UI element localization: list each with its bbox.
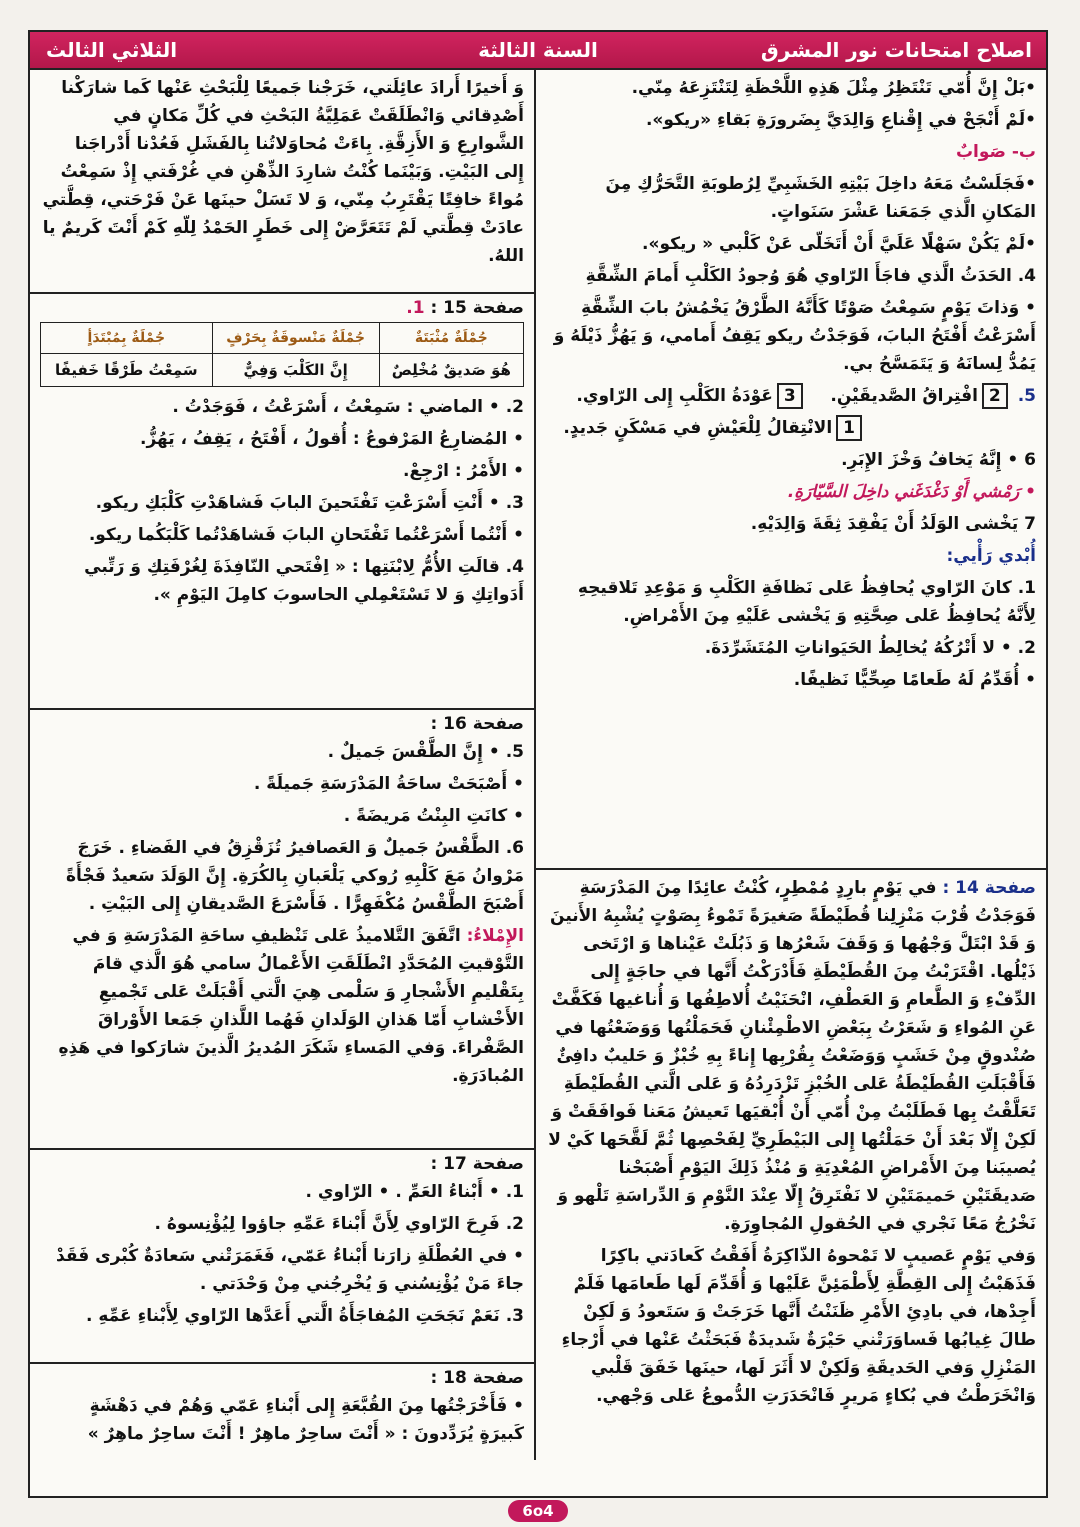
left-column <box>30 70 534 1460</box>
answer-line: •لَمْ أَنْجَحْ في إِقْناعِ وَالِدَيَّ بِضَرورَةِ بَقاءِ «ريكو». <box>645 110 1036 130</box>
page-17-block <box>30 1150 534 1364</box>
right-column <box>534 70 1046 1460</box>
order-number: 2 <box>982 383 1008 409</box>
answer-line: 3. نَعَمْ نَجَحَتِ المُفاجَأَةُ الَّتي أَعَدَّها الرّاوي لِأَبْناءِ عَمِّهِ . <box>85 1306 524 1326</box>
answer-line: ب- صَوابٌ <box>955 142 1036 162</box>
answer-line: 2. • الماضي : سَمِعْتُ ، أَسْرَعْتُ ، فَوَجَدْتُ . <box>172 397 524 417</box>
table-header: جُمْلَةٌ مَنْسوقَةٌ بِحَرْفٍ <box>212 323 379 354</box>
order-answer <box>546 414 1036 442</box>
answer-line: 1. • أَبْناءُ العَمِّ . • الرّاوي . <box>305 1182 524 1202</box>
page-14-paragraph-2: وَفي يَوْمٍ عَصيبٍ لا تَمْحوهُ الذّاكِرَةُ أَفَقْتُ كَعادَتي باكِرًا فَذَهَبْتُ إِلى القِطَّةِ لِأَطْمَئِنَّ عَلَيْها وَ أُقَدِّمَ لَها طَعامَها فَلَمْ أَجِدْها، في بادِئِ الأَمْرِ ظَنَنْتُ أَنَّها خَرَجَتْ وَ سَتَعودُ وَ لَكِنْ طالَ غِيابُها فَساوَرَتْني حَيْرَةٌ شَديدَةٌ فَبَحَثْتُ عَنْها في أَرْجاءِ المَنْزِلِ وَفي الحَديقَةِ وَلَكِنْ لا أَثَرَ لَها، حينَها خَفَقَ قَلْبي وَانْخَرَطْتُ في بُكاءٍ مَريرٍ فَانْحَدَرَتِ الدُّموعُ عَلى وَجْهي. <box>561 1246 1036 1406</box>
page-18-block <box>30 1364 534 1460</box>
order-text: افْتِراقُ الصَّديقَيْنِ. <box>830 386 978 406</box>
dictation-paragraph <box>40 922 524 1090</box>
page-15-title: صفحة 15 : <box>430 298 524 318</box>
table-cell: هُوَ صَديقٌ مُخْلِصٌ <box>379 354 523 387</box>
page-16-block <box>30 710 534 1150</box>
order-answer <box>546 382 1036 410</box>
answer-line: • أَنْتُما أَسْرَعْتُما تَفْتَحانِ البابَ فَشاهَدْتُما كَلْبَكُما ريكو. <box>88 525 524 545</box>
answer-line: • أُقَدِّمُ لَهُ طَعامًا صِحِّيًّا نَظيفًا. <box>793 670 1036 690</box>
page <box>28 30 1048 1520</box>
header-grade: السنة الثالثة <box>478 38 598 62</box>
answer-line: •لَمْ يَكُنْ سَهْلًا عَلَيَّ أَنْ أَتَخَلّى عَنْ كَلْبي « ريكو». <box>642 234 1036 254</box>
answer-line: • رَمْشي أَوْ دَغْدَغَني داخِلَ السَّيّارَةِ. <box>787 482 1036 502</box>
page-18-title: صفحة 18 : <box>430 1368 524 1388</box>
answer-line: •بَلْ إِنَّ أُمّي تَنْتَظِرُ مِثْلَ هَذِهِ اللَّحْظَةِ لِتَنْتَزِعَهُ مِنّي. <box>631 78 1036 98</box>
page-14-paragraph: في يَوْمٍ بارِدٍ مُمْطِرٍ، كُنْتُ عائِدًا مِنَ المَدْرَسَةِ فَوَجَدْتُ قُرْبَ مَنْزِلِنا قُطَيْطَةً صَغيرَةً تَمْوءُ بِصَوْتٍ يُشْبِهُ الأَنينَ وَ قَدْ ابْتَلَّ وَجْهُها وَ وَقَفَ شَعْرُها وَ ذَبُلَتْ عَيْناها وَ ارْتَخى ذَيْلُها. اقْتَرَبْتُ مِنَ القُطَيْطَةِ فَأَدْرَكْتُ أَنَّها في حاجَةٍ إِلى الدِّفْءِ وَ الطَّعامِ وَ العَطْفِ، انْحَنَيْتُ أُلاطِفُها وَ أُناغيها فَكَفَّتْ عَنِ المُواءِ وَ شَعَرْتُ بِبَعْضِ الاطْمِئْنانِ فَحَمَلْتُها وَوَضَعْتُها في صُنْدوقٍ مِنْ خَشَبٍ وَوَضَعْتُ بِقُرْبِها إِناءً بِهِ خُبْزٌ وَ حَليبٌ دافِئٌ فَأَقْبَلَتِ القُطَيْطَةُ عَلى الخُبْزِ تَزْدَرِدُهُ وَ عَلى الَّتي القُطَيْطَةِ تَعَلَّقْتُ بِها فَطَلَبْتُ مِنْ أُمّي أَنْ أُبْقيَها تَعيشُ مَعَنا فَوافَقَتْ وَ لَكِنْ إِلّا بَعْدَ أَنْ حَمَلْتُها إِلى البَيْطَرِيِّ لِفَحْصِها ثُمَّ لَقَّحَها كَيْ لا يُصيبَنا مِنَ الأَمْراضِ المُعْدِيَةِ وَ مُنْذُ ذَلِكَ اليَوْمِ أَصْبَحْنا صَديقَتَيْنِ حَميمَتَيْنِ لا نَفْتَرِقُ إِلّا عِنْدَ النَّوْمِ وَ الدِّراسَةِ تَلْهو وَ نَخْرُجُ مَعًا نَجْري في الحُقولِ المُجاوِرَةِ. <box>548 878 1036 1234</box>
answer-line: 6 • إِنَّهُ يَخافُ وَخْزَ الإِبَرِ. <box>841 450 1036 470</box>
answer-line: •فَجَلَسْتُ مَعَهُ داخِلَ بَيْتِهِ الخَشَبِيِّ لِرُطوبَةِ التَّحَرُّكِ مِنَ المَكانِ الَّذي جَمَعَنا عَشْرَ سَنَواتٍ. <box>605 174 1036 222</box>
answer-line: 2. فَرِحَ الرّاوي لِأَنَّ أَبْناءَ عَمِّهِ جاؤوا لِيُؤْنِسوهُ . <box>154 1214 524 1234</box>
order-text: عَوْدَةُ الكَلْبِ إِلى الرّاوي. <box>576 386 773 406</box>
page-14-text <box>546 874 1036 1238</box>
answer-line: 4. الحَدَثُ الَّذي فاجَأَ الرّاوي هُوَ وُجودُ الكَلْبِ أَمامَ الشِّقَّةِ <box>585 266 1036 286</box>
order-number: 1 <box>836 415 862 441</box>
order-text: الانْتِقالُ لِلْعَيْشِ في مَسْكَنٍ جَديدٍ. <box>563 418 833 438</box>
answer-line: 7 يَخْشى الوَلَدُ أَنْ يَفْقِدَ ثِقَةَ وَالِدَيْهِ. <box>750 514 1036 534</box>
header-title: اصلاح امتحانات نور المشرق <box>760 38 1032 62</box>
story-end-block <box>30 70 534 294</box>
page-15-block <box>30 294 534 710</box>
question-number: 5. <box>1017 386 1036 406</box>
answer-line: • فَأَخْرَجْتُها مِنَ القُبَّعَةِ إِلى أَبْناءِ عَمّي وَهُمْ في دَهْشَةٍ كَبيرَةٍ يُرَدِّدونَ : « أَنْتَ ساحِرٌ ماهِرٌ ! أَنْتَ ساحِرٌ ماهِرٌ » <box>87 1396 524 1444</box>
answer-line: • الأَمْرُ : ارْجِعْ. <box>403 461 524 481</box>
header-term: الثلاثي الثالث <box>46 38 178 62</box>
answer-line: • كانَتِ البِنْتُ مَريضَةً . <box>343 806 524 826</box>
table-header: جُمْلَةٌ مُثْبَتَةٌ <box>379 323 523 354</box>
answer-line: 2. • لا أَتْرُكُهُ يُخالِطُ الحَيَواناتِ المُتَشَرِّدَةَ. <box>704 638 1036 658</box>
table-cell: إِنَّ الكَلْبَ وَفِيٌّ <box>212 354 379 387</box>
answers-block <box>536 70 1046 870</box>
sentence-table <box>40 322 524 387</box>
answer-line: 6. الطَّقْسُ جَميلٌ وَ العَصافيرُ تُزَقْزِقُ في الفَضاءِ . خَرَجَ مَرْوانُ مَعَ كَلْبِهِ رُوكي يَلْعَبانِ بِالكُرَةِ. إِنَّ الوَلَدَ سَعيدٌ فَجْأَةً أَصْبَحَ الطَّقْسُ مُكْفَهِرًّا . فَأَسْرَعَ الصَّديقانِ إِلى البَيْتِ . <box>65 838 524 914</box>
page-14-block <box>536 870 1046 1460</box>
answer-line: • وَذاتَ يَوْمٍ سَمِعْتُ صَوْتًا كَأَنَّهُ الطَّرْقُ يَخْمُشُ بابَ الشِّقَّةِ أَسْرَعْتُ أَفْتَحُ البابَ، فَوَجَدْتُ ريكو يَقِفُ أَمامي، وَ يَهُزُّ ذَيْلَهُ وَ يَمُدُّ لِسانَهُ وَ يَتَمَسَّحُ بي. <box>553 298 1036 374</box>
story-end-text: وَ أَخيرًا أَرادَ عائِلَتي، خَرَجْنا جَميعًا لِلْبَحْثِ عَنْها كَما شارَكْنا أَصْدِقائي وَانْطَلَقَتْ عَمَلِيَّةُ البَحْثِ في كُلِّ مَكانٍ في الشَّوارِعِ وَ الأَزِقَّةِ. بِاءَتْ مُحاوَلاتُنا بِالفَشَلِ فَعُدْنا أَدْراجَنا إِلى البَيْتِ. وَبَيْنَما كُنْتُ شارِدَ الذِّهْنِ في غُرْفَتي إِذْ سَمِعْتُ مُواءً خافِتًا يَقْتَرِبُ مِنّي، وَ لا تَسَلْ حينَها عَنْ فَرْحَتي، قِطَّتي عادَتْ قِطَّتي لَمْ تَتَعَرَّضْ إِلى خَطَرٍ الحَمْدُ لِلّهِ كَمْ أَنْتَ كَريمٌ يا اللهُ. <box>42 78 524 266</box>
page-15-heading <box>40 298 524 318</box>
dictation-label: الإِمْلاءُ: <box>466 926 524 946</box>
answer-line: 3. • أَنْتِ أَسْرَعْتِ تَفْتَحينَ البابَ فَشاهَدْتِ كَلْبَكِ ريكو. <box>95 493 524 513</box>
page-header <box>30 32 1046 70</box>
answer-line: • أَصْبَحَتْ ساحَةُ المَدْرَسَةِ جَميلَةً . <box>253 774 524 794</box>
order-number: 3 <box>777 383 803 409</box>
answer-line: 5. • إِنَّ الطَّقْسَ جَميلٌ . <box>327 742 524 762</box>
page-17-title: صفحة 17 : <box>430 1154 524 1174</box>
page-number: 6o4 <box>508 1500 567 1522</box>
table-cell: سَمِعْتُ طَرْقًا خَفيفًا <box>41 354 213 387</box>
answer-line: • المُضارِعُ المَرْفوعُ : أُقولُ ، أَفْتَحُ ، يَقِفُ ، يَهُزُّ. <box>140 429 524 449</box>
table-header: جُمْلَةٌ بِمُبْتَدَأٍ <box>41 323 213 354</box>
question-number: 1. <box>406 298 425 318</box>
page-16-title: صفحة 16 : <box>430 714 524 734</box>
answer-line: • في العُطْلَةِ زارَنا أَبْناءُ عَمّي، فَغَمَرَتْني سَعادَةٌ كُبْرى فَقَدْ جاءَ مَنْ يُؤْنِسُني وَ يُخْرِجُني مِنْ وَحْدَتي . <box>56 1246 524 1294</box>
dictation-text: اتَّفَقَ التَّلاميذُ عَلى تَنْظيفِ ساحَةِ المَدْرَسَةِ وَ في التَّوْقيتِ المُحَدَّدِ انْطَلَقَتِ الأَعْمالُ سامي هُوَ الَّذي قامَ بِتَقْليمِ الأَشْجارِ وَ سَلْمى هِيَ الَّتي أَقْبَلَتْ عَلى تَجْميعِ الأَخْشابِ أَمّا هَذانِ الوَلَدانِ فَهُما اللَّذانِ جَمَعا الأَوْراقَ الصَّفْراءَ. وَفي المَساءِ شَكَرَ المُديرُ الَّذينَ شارَكوا في هَذِهِ المُبادَرَةِ. <box>58 926 524 1086</box>
page-footer <box>30 1500 1046 1522</box>
answer-line: 4. قالَتِ الأُمُّ لِابْنَتِها : « اِفْتَحي النّافِذَةَ لِغُرْفَتِكِ وَ رَتِّبي أَدَواتِكِ وَ لا تَسْتَعْمِلي الحاسوبَ كامِلَ اليَوْمِ ». <box>84 557 524 605</box>
page-14-title: صفحة 14 : <box>942 878 1036 898</box>
answer-line: 1. كانَ الرّاوي يُحافِظُ عَلى نَظافَةِ الكَلْبِ وَ مَوْعِدِ تَلاقيحِهِ لِأَنَّهُ يُحافِظُ عَلى صِحَّتِهِ وَ يَخْشى عَلَيْهِ مِنَ الأَمْراضِ. <box>577 578 1036 626</box>
opinion-title: أُبْدي رَأْيي: <box>946 546 1036 566</box>
